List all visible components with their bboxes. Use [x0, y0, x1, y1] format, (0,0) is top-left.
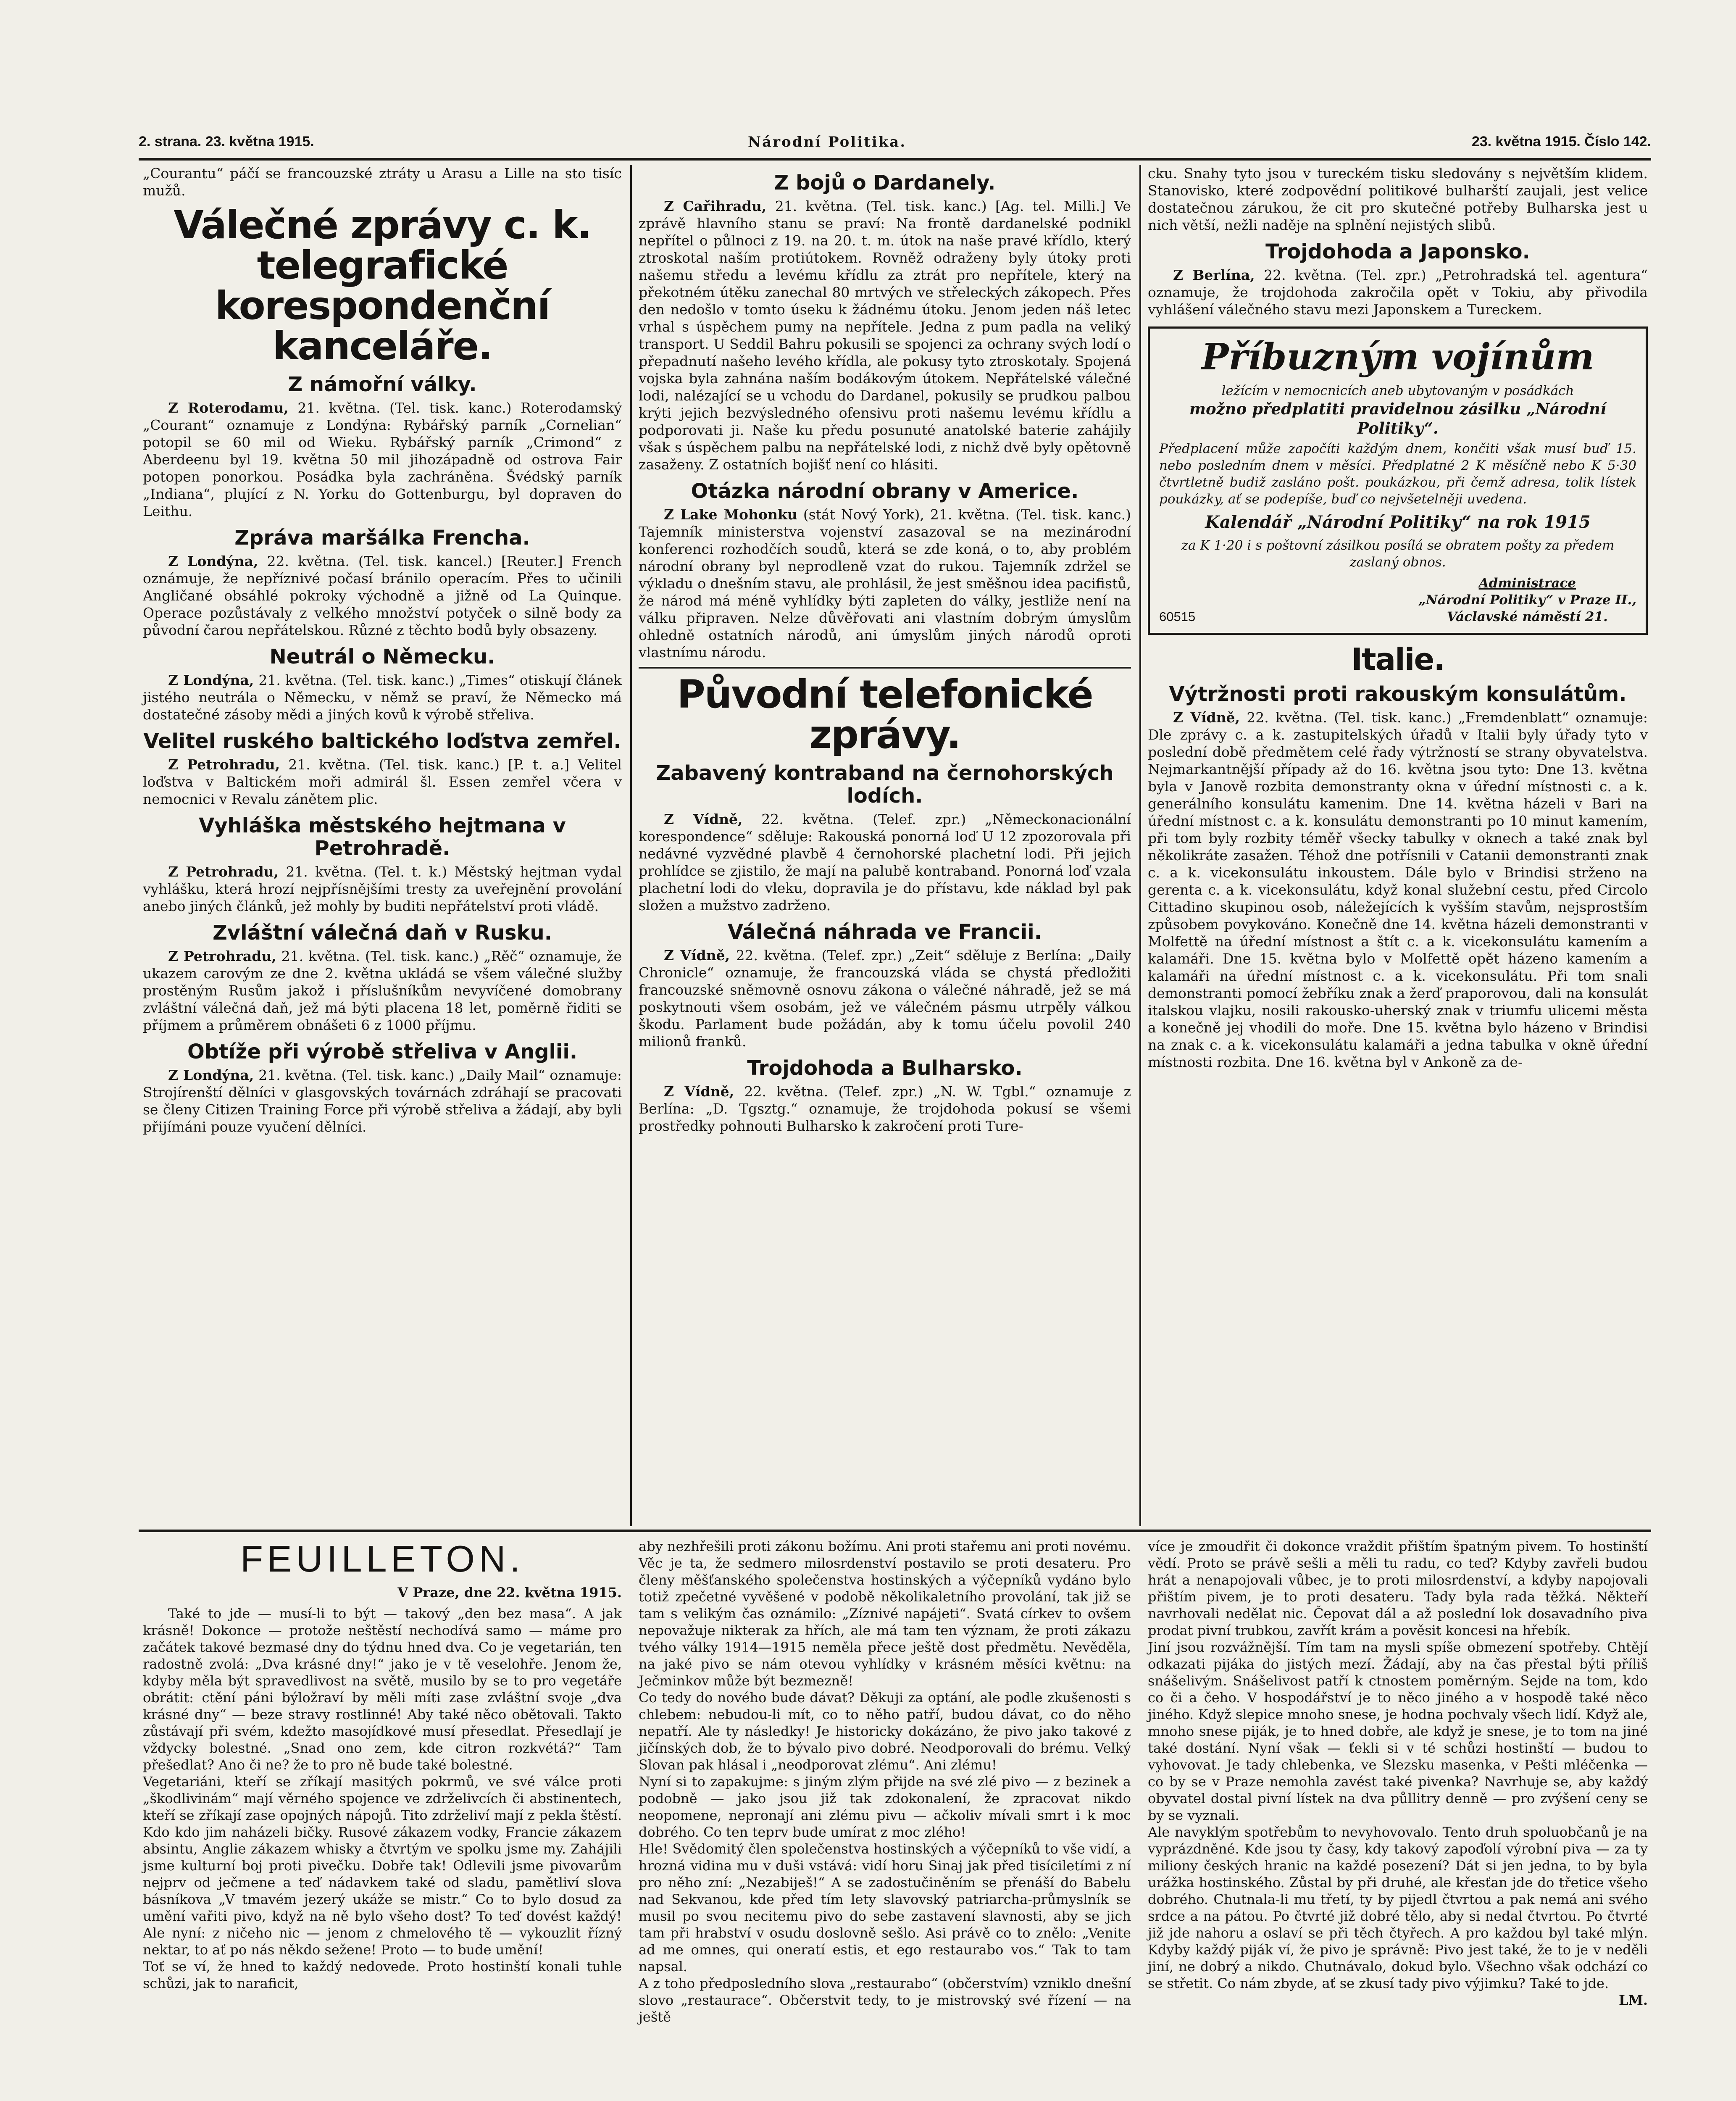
ad-line: Předplacení může započíti každým dnem, končiti však musí buď 15. nebo posledním dnem v měsíci. Předplatné 2 K měsíčně nebo K 5·30 čtvrtletně budiž zasláno pošt. poukázkou, při čemž adresa, tolik lístek poukázky, ať se podepíše, buď co nejvšetelněji uvedena. — [1159, 441, 1636, 507]
header-rule — [139, 158, 1651, 161]
headline: Válečná náhrada ve Francii. — [727, 920, 1042, 944]
ad-calendar: Kalendář „Národní Politiky“ na rok 1915 — [1205, 512, 1591, 532]
article — [1148, 266, 1648, 318]
column-divider — [1139, 165, 1141, 1526]
article — [1148, 709, 1648, 1071]
headline: Otázka národní obrany v Americe. — [691, 479, 1079, 503]
header-left: 2. strana. 23. května 1915. — [139, 134, 314, 150]
headline: Z bojů o Dardanely. — [774, 171, 996, 195]
article-body: 22. května. (Tel. tisk. kanc.) „Fremdenblatt“ oznamuje: Dle zprávy c. a k. zastupitelských úřadů v Italii byly úřady tyto v poslední době předmětem celé řady výtržností se strany obyvatelstva. Nejmarkantnější případy až do 16. května jsou tyto: Dne 13. května byla v Janově rozbita demonstranty okna v úřední místnosti c. a k. generálního konsulátu kamenim. Dne 14. května házeli v Bari na úřední místnost c. a k. konsulátu demonstranti po 10 minut kamením, při tom byly rozbity téměř všecky tabulky v oknech a také znak byl několikráte zasažen. Téhož dne potřísnili v Catanii demonstranti znak c. a k. vicekonsulátu inkoustem. Dále bylo v Brindisi strženo na gerenta c. a k. vicekonsulátu, když konal služební cestu, před Circolo Cittadino skupinou osob, náležejících k vyšším stavům, nejsprostším způsobem povykováno. Konečně dne 14. května házeli demonstranti v Molfettě na úřední místnost a štít c. a k. vicekonsulátu kamením a kalamáři. Dne 15. května bylo v Molfettě opět házeno kamením a kalamáři na úřední místnost c. a k. vicekonsulátu. Při tom snali demonstranti pomocí žebříku znak a žerď praporovou, dali na konsulát italskou vlajku, nosili rakousko-uherský znak v triumfu ulicemi města a konečně jej vhodili do moře. Dne 15. května bylo házeno v Brindisi na znak c. a k. vicekonsulátu kalamáři a jedna tabulka v okně úřední místnosti rozbita. Dne 16. května byl v Ankoně za de- — [1148, 709, 1648, 1070]
advertisement-box — [1148, 326, 1648, 635]
feuilleton-text: více je zmoudřit či dokonce vraždit přištím špatným pivem. To hostinští vědí. Proto se právě sešli a měli tu radu, co teď? Kdyby zavřeli budou hrát a nenapojovali vůbec, je to proti milosrdenství, a kdyby napojovali přištím pivem, je to proti desateru. Tady byla rada těžká. Někteří navrhovali nedělat nic. Čepovat dál a až poslední lok dosavadního piva prodat pivní trubkou, zavřít krám a pověsit koncesi na hřebík. Jiní jsou rozvážnější. Tím tam na mysli spíše obmezení spotřeby. Chtějí odkazati pijáka do jistých mezí. Žádají, aby na čas přestal býti příliš snášelivým. Snášelivost patří k ctnostem poměrným. Sejde na tom, kdo co či a čeho. V hospodářství je to něco jiného a v hospodě také něco jiného. Když slepice mnoho snese, je hodna pochvaly všech lidí. Když ale, mnoho snese piják, je to hned dobře, ale když je snese, je to tom na jiné také dostání. Nyní však — ťekli si v té schůzi hostinští — budou to vyhovovat. Je tady chlebenka, ve Slezsku masenka, v Pešti mléčenka — co by se v Praze nemohla zavést také pivenka? Navrhuje se, aby každý obyvatel dostal pivní lístek na dva půllitry denně — pro zvýšení ceny se by se vyznali. Ale navyklým spotřebům to nevyhovovalo. Tento druh spoluobčanů je na vyprázdněné. Kde jsou ty časy, kdy takový zapoďolí výrobní piva — za ty miliony českých hranic na každé posezení? Dát si jen jedna, to by byla urážka hostinského. Zůstal by při druhé, ale křesťan jde do třetice všeho dobrého. Chutnala-li mu třetí, ty by pijedl čtvrtou a pak nemá ani svého srdce a na pátou. Po čtvrté již dobré tělo, aby si nedal čtvrtou. Po čtvrté již jde nahoru a oslaví se při těch čtyřech. A pro každou byl také mlýn. Kdyby každý piják ví, že pivo je správně: Pivo jest také, že to je v neděli jiní, ne dobrý a nikdo. Chutnávalo, dokud bylo. Všechno však odchází co se střetit. Co nám zbyde, ať se zkusí tady pivo výjimku? Také to jde. — [1148, 1538, 1648, 1991]
dateline: Z Cařihradu, — [664, 198, 767, 214]
article-body: 21. května. (Tel. tisk. kanc.) [Ag. tel. Milli.] Ve zprávě hlavního stanu se praví: Na frontě dardanelské podnikl nepřítel o půlnoci z 19. na 20. t. m. útok na naše pravé křídlo, který ztroskotal naším protiútokem. Rovněž odraženy byly útoky proti našemu středu a levému křídlu za ztrát pro nepřítele, který na překotném útěku zanechal 80 mrtvých ve střeleckých zákopech. Přes den nedošlo v tomto úseku k žádnému útoku. Jenom jeden náš letec vrhal s úspěchem pumy na nepřítele. Jedna z pum padla na veliký transport. U Seddil Bahru pokusili se spojenci za ochrany svých lodí o přepadnutí našeho levého křídla, ale pokusy tyto ztroskotaly. Spojená vojska byla zahnána naším bodákovým útokem. Nepřátelské válečné lodi, nalézající se u vchodu do Dardanel, pokusily se prudkou palbou krýti jejich bezvýsledného ofensivu proti našemu levému křídlu a podporovati ji. Naše ku předu posunuté anatolské baterie zahájily však s úspěchem palbu na nepřátelské lodi, z nichž dvě byly opětovně zasaženy. Z ostatních bojišť není co hlásiti. — [639, 198, 1131, 473]
article-body: 21. května. (Tel. tisk. kanc.) „Daily Mail“ oznamuje: Strojírenští dělníci v glasgovských továrnách zdráhají se pracovati se členy Citizen Training Force při výrobě střeliva a žádají, aby byli přijímáni pouze vyučení dělníci. — [143, 1067, 622, 1135]
headline: Zabavený kontraband na černohorských lodích. — [656, 761, 1114, 808]
article-body: 22. května. (Telef. zpr.) „Zeit“ sděluje z Berlína: „Daily Chronicle“ oznamuje, že francouzská vláda se chystá předložiti francouzské sněmovně osnovu zákona o válečné náhradě, jež se má poskytnouti všem osobám, jež ve válečném pásmu utrpěly válkou škodu. Parlament bude požádán, aby k tomu účelu povolil 240 milionů franků. — [639, 947, 1131, 1050]
feuilleton-dateline: V Praze, dne 22. května 1915. — [397, 1585, 622, 1601]
ad-line: ležícím v nemocnicích aneb ubytovaným v posádkách — [1221, 383, 1574, 398]
col2-section-title: Původní telefonické zprávy. — [677, 672, 1093, 757]
feuilleton-column-2 — [639, 1538, 1131, 2025]
headline: Trojdohoda a Bulharsko. — [747, 1056, 1023, 1080]
article-body: 21. května. (Tel. tisk. kanc.) Roterodamský „Courant“ oznamuje z Londýna: Rybářský parník „Cornelian“ potopil se 60 mil od Wieku. Rybářský parník „Crimond“ z Aberdeenu byl 19. května 50 mil jihozápadně od ostrova Fair potopen ponorkou. Posádka byla zachráněna. Švédský parník „Indiana“, plující z N. Yorku do Gottenburgu, byl dopraven do Leithu. — [143, 400, 622, 519]
article-body: 21. května. (Tel. tisk. kanc.) „Times“ otiskují článek jistého neutrála o Německu, v němž se praví, že Německo má dostatečné zásoby mědi a jiných kovů k výrobě střeliva. — [143, 672, 622, 723]
headline: Trojdohoda a Japonsko. — [1265, 240, 1530, 263]
article — [143, 671, 622, 723]
headline: Velitel ruského baltického loďstva zemřel. — [143, 729, 621, 753]
col1-subsection: Z námořní války. — [288, 373, 477, 396]
headline: Výtržnosti proti rakouským konsulátům. — [1169, 682, 1627, 706]
dateline: Z Lake Mohonku — [664, 506, 797, 523]
col1-lead: „Courantu“ páčí se francouzské ztráty u Arasu a Lille na sto tisíc mužů. — [143, 165, 622, 199]
article-body: 22. května. (Telef. zpr.) „N. W. Tgbl.“ oznamuje z Berlína: „D. Tgsztg.“ oznamuje, že trojdohoda pokusí se všemi prostředky pohnouti Bulharsko k zakročení proti Ture- — [639, 1083, 1131, 1134]
dateline: Z Roterodamu, — [168, 400, 289, 416]
feuilleton-text: aby nezhřešili proti zákonu božímu. Ani proti stařemu ani proti novému. Věc je ta, že sedmero milosrdenství postavilo se proti desateru. Pro členy měšťanského společenstva hostinských a výčepníků vydáno bylo totiž zpečetné vyvěšené v podobě několikaletního provolání, tak již se tam s velikým čas oznámilo: „Zíznivé napájeti“. Svatá církev to ovšem nepovažuje nikterak za hřích, ale má tam ten význam, že proti zákazu tvého války 1914—1915 neměla přece ještě dost předmětu. Nevěděla, na jaké pivo se nám otevou vyhlídky v krásném měsíci květnu: na Ječminkov může být bezmezně! Co tedy do nového bude dávat? Děkuji za optání, ale podle zkušenosti s chlebem: nebudou-li mít, co to něho patří, budou dávat, co do něho nepatří. Ale ty následky! Je historicky dokázáno, že pivo jako takové z jičínských dob, že to bývalo pivo dobré. Neodporovali do brému. Velký Slovan pak hlásal i „neodporovat zlému“. Ani zlému! Nyní si to zapakujme: s jiným zlým přijde na své zlé pivo — z bezinek a podobně — jako jsou již tak zdokonalení, že zpracovat nikdo neopomene, nepronají ani zlému pivu — ačkoliv mívali smrt i k moc dobrého. Co ten teprv bude umírat z moc zlého! Hle! Svědomitý člen společenstva hostinských a výčepníků to vše vidí, a hrozná vidina mu v duši vstává: vidí horu Sinaj jak před tisíciletími z ní pro něho zní: „Nezabiješ!“ A se zadostučiněním se přenáší do Babelu nad Sekvanou, kde před tím lety slavovský patriarcha-průmyslník se musil po svou necitemu pivo do sebe zastavení slavnosti, aby se jich tam při hrabství v osudu doslovně sešlo. Asi právě co to znělo: „Venite ad me omnes, qui oneratí estis, et ego restaurabo vos.“ Tak to tam napsal. A z toho předposledního slova „restaurabo“ (občerstvím) vzniklo dnešní slovo „restaurace“. Občerstvit tedy, to je mistrovský své řízení — na ještě — [639, 1538, 1131, 2025]
dateline: Z Londýna, — [168, 672, 254, 688]
col3-section-title: Italie. — [1351, 642, 1444, 677]
article — [143, 756, 622, 808]
headline: Obtíže při výrobě střeliva v Anglii. — [187, 1040, 578, 1064]
dateline: Z Petrohradu, — [168, 756, 280, 773]
article — [639, 197, 1131, 473]
column-3 — [1148, 165, 1648, 1071]
dateline: Z Vídně, — [664, 947, 730, 964]
col1-section-title: Válečné zprávy c. k. telegrafické korespondenční kanceláře. — [174, 203, 591, 369]
column-1 — [143, 165, 622, 1135]
column-2 — [639, 165, 1131, 1135]
article — [143, 948, 622, 1034]
article — [143, 1066, 622, 1135]
feuilleton-rule — [139, 1530, 1651, 1532]
article-body: 21. května. (Tel. tisk. kanc.) [P. t. a.] Velitel loďstva v Baltickém moři admirál šl. Essen zemřel včera v nemocnici v Revalu zánětem plic. — [143, 756, 622, 807]
ad-admin: Václavské náměstí 21. — [1447, 609, 1608, 624]
article-body: (stát Nový York), 21. května. (Tel. tisk. kanc.) Tajemník ministerstva vojenství zasazoval se na mezinárodní konferenci rozhodčích soudů, která se zde koná, o to, aby problém národní obrany byl neprodleně vzat do rukou. Tajemník zdržel se výkladu o dnešním stavu, ale prohlásil, že jest směšnou idea pacifistů, že národ má méně vyhlídky býti zapleten do války, jestliže není na válku připraven. Nelze důvěřovati ani vlastním dobrým úmyslům ohledně ostatních národů, ani úmyslům jiných národů oproti vlastnímu národu. — [639, 506, 1131, 661]
page-header — [139, 134, 1651, 159]
ad-title: Příbuzným vojínům — [1201, 336, 1594, 378]
ad-line: možno předplatiti pravidelnou zásilku „Národní Politiky“. — [1189, 400, 1607, 437]
article-body: 21. května. (Tel. tisk. kanc.) „Rěč“ oznamuje, že ukazem carovým ze dne 2. května ukládá se všem válečné služby prostěným Rusům jakož i příslušníkům nevyvíčené domobrany zvláštní válečná daň, jež má býti placena 18 let, poměrně řiditi se příjmem a průměrem obnášeti 6 z 1000 příjmu. — [143, 948, 622, 1033]
article — [639, 506, 1131, 661]
headline: Zvláštní válečná daň v Rusku. — [213, 921, 552, 945]
article-body: 22. května. (Tel. tisk. kancel.) [Reuter.] French oznámuje, že nepříznivé počasí bránilo operacím. Přes to učinili Angličané obsáhlé pokroky východně a jižně od La Quinque. Operace pozůstávaly z velkého množství potyček o silně body za původní čarou nepřátelskou. Různé z těchto bodů byly obsazeny. — [143, 553, 622, 638]
article-body: 22. května. (Telef. zpr.) „Německonacionální korespondence“ sděluje: Rakouská ponorná loď U 12 zpozorovala při nedávné vyzvědné plavbě 4 černohorské plachetní lodi. Při jejich prohlídce se zjistilo, že mají na palubě kontraband. Ponorná loď vzala plachetní lodi do vleku, dopravila je do přístavu, kde náklad byl pak složen a mužstvo zadrženo. — [639, 811, 1131, 914]
article — [143, 399, 622, 520]
article — [143, 553, 622, 639]
dateline: Z Petrohradu, — [168, 948, 276, 964]
feuilleton-column-1 — [143, 1538, 622, 1992]
article — [639, 811, 1131, 914]
article-body: 22. května. (Tel. zpr.) „Petrohradská tel. agentura“ oznamuje, že trojdohoda zakročila opět v Tokiu, aby přivodila vyhlášení válečného stavu mezi Japonskem a Tureckem. — [1148, 267, 1648, 318]
article — [639, 947, 1131, 1050]
dateline: Z Londýna, — [168, 553, 258, 569]
ad-admin: „Národní Politiky“ v Praze II., — [1418, 592, 1636, 608]
dateline: Z Petrohradu, — [168, 864, 279, 880]
masthead-title: Národní Politika. — [748, 134, 907, 150]
headline: Vyhláška městského hejtmana v Petrohradě. — [199, 814, 566, 860]
article — [143, 863, 622, 915]
col3-lead: cku. Snahy tyto jsou v tureckém tisku sledovány s největším klidem. Stanovisko, které zodpovědní politikové bulharští zaujali, jest velice dostatečnou zárukou, že cit pro skutečné potřeby Bulharska jest u nich větší, nežli naděje na splnění nejistých slibů. — [1148, 165, 1648, 233]
ad-number: 60515 — [1159, 609, 1196, 624]
dateline: Z Vídně, — [1173, 709, 1240, 726]
section-rule — [639, 667, 1131, 669]
dateline: Z Londýna, — [168, 1067, 254, 1083]
dateline: Z Vídně, — [664, 1083, 734, 1100]
headline: Zpráva maršálka Frencha. — [234, 526, 530, 550]
article — [639, 1083, 1131, 1135]
dateline: Z Vídně, — [664, 811, 743, 827]
signature: LM. — [1618, 1992, 1648, 2008]
header-right: 23. května 1915. Číslo 142. — [1471, 134, 1651, 150]
ad-admin: Administrace — [1478, 576, 1576, 591]
headline: Neutrál o Německu. — [269, 645, 495, 669]
article-body: 21. května. (Tel. t. k.) Městský hejtman vydal vyhlášku, která hrozí nejpřísnějšími tresty za uveřejnění provolání anebo jiných článků, jež mohly by buditi nepřátelství proti vládě. — [143, 864, 622, 914]
ad-footer — [1159, 575, 1636, 625]
feuilleton-column-3 — [1148, 1538, 1648, 2009]
feuilleton-title: FEUILLETON. — [240, 1538, 524, 1580]
ad-address — [1418, 575, 1636, 625]
ad-line: za K 1·20 i s poštovní zásilkou posílá se obratem pošty za předem zaslaný obnos. — [1181, 538, 1615, 570]
column-divider — [630, 165, 632, 1526]
feuilleton-text: Také to jde — musí-li to být — takový „den bez masa“. A jak krásně! Dokonce — protože neštěstí nechodívá samo — máme pro začátek takové bezmasé dny do týdnu hned dva. Co je vegetarián, ten radostně zvolá: „Dva krásné dny!“ jako je v tě veselohře. Jenom že, kdyby měla být spravedlivost na světě, musilo by se to pro vegetáře obrátit: ctění páni býložraví by měli míti zase zvláštní svoje „dva krásné dny“ — beze stravy rostlinné! Aby také něco obětovali. Takto zůstávají při svém, kdežto masojídkové musí přesedlat. Přesedlají je vždycky bolestné. „Snad ono zem, kde citron rozkvétá?“ Tam přešedlat? Ano či ne? že to pro ně bude také bolestné. Vegetariáni, kteří se zříkají masitých pokrmů, ve své válce proti „škodlivinám“ mají věrného spojence ve zdrželivcích či abstinentech, kteří se zříkají zase opojných nápojů. Tito zdrželiví mají z pekla štěstí. Kdo kdo jim naházeli bičky. Rusové zákazem vodky, Francie zákazem absintu, Anglie zákazem whisky a čtvrtým ve spolku jsme my. Zahájili jsme kulturní boj proti pivečku. Dobře tak! Odlevili jsme pivovarům nejprv od ječmene a teď nádavkem také od sladu, pamětliví slova básníkova „V tmavém jezerý ukáže se mistr.“ Co to bylo dosud za umění vařiti pivo, když na ně bylo všeho dost? To teď dovést každý! Ale nyní: z ničeho nic — jenom z chmelového tě — vykouzlit řízný nektar, to ať po nás někdo sežene! Proto — to bude umění! Toť se ví, že hned to každý nedovede. Proto hostinští konali tuhle schůzi, jak to naraficit, — [143, 1606, 622, 1991]
dateline: Z Berlína, — [1173, 267, 1255, 283]
